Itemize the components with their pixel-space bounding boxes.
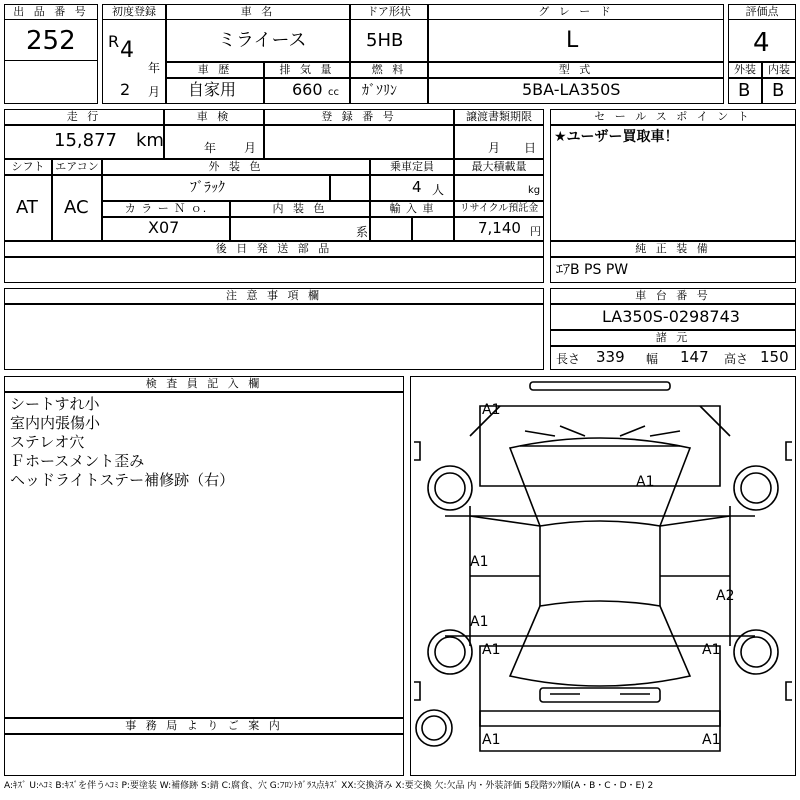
capacity-value: 4 xyxy=(412,178,422,196)
import-box-a xyxy=(370,217,412,241)
exterior-color-value: ﾌﾞﾗｯｸ xyxy=(190,180,225,196)
width-value: 147 xyxy=(680,348,709,366)
recycle-value: 7,140 xyxy=(478,219,521,237)
exterior-color-extra-box xyxy=(330,175,370,201)
damage-mark: A1 xyxy=(482,732,501,748)
recycle-unit: 円 xyxy=(530,225,541,238)
sales-point-header: セ ー ル ス ポ イ ン ト xyxy=(550,109,796,125)
fuel-value: ｶﾞｿﾘﾝ xyxy=(362,83,397,99)
recycle-header: リサイクル預託金 xyxy=(454,201,544,217)
interior-color-header: 内 装 色 xyxy=(230,201,370,217)
model-header: 型 式 xyxy=(428,62,724,78)
capacity-unit: 人 xyxy=(432,183,445,197)
inspector-notes-list xyxy=(10,395,234,490)
interior-color-box xyxy=(230,217,370,241)
import-box-b xyxy=(412,217,454,241)
max-load-unit: kg xyxy=(528,185,541,196)
history-header: 車 歴 xyxy=(166,62,264,78)
damage-mark: A2 xyxy=(716,588,735,604)
damage-mark: A1 xyxy=(482,642,501,658)
capacity-header: 乗車定員 xyxy=(370,159,454,175)
mileage-header: 走 行 xyxy=(4,109,164,125)
door-value: 5HB xyxy=(366,30,404,51)
damage-mark: A1 xyxy=(470,554,489,570)
registration-number-header: 登 録 番 号 xyxy=(264,109,454,125)
damage-mark: A1 xyxy=(702,732,721,748)
displacement-header: 排 気 量 xyxy=(264,62,350,78)
office-header: 事 務 局 よ り ご 案 内 xyxy=(4,718,404,734)
inspector-note: 室内内張傷小 xyxy=(10,414,101,432)
width-label: 幅 xyxy=(646,352,659,366)
mileage-unit: km xyxy=(136,130,164,151)
interior-grade-value: B xyxy=(772,80,785,101)
lot-number-blank xyxy=(4,60,98,104)
aircon-header: エアコン xyxy=(52,159,102,175)
lot-number-header: 出 品 番 号 xyxy=(4,4,98,20)
genuine-equipment-header: 純 正 装 備 xyxy=(550,241,796,257)
grade-header: グ レ ー ド xyxy=(428,4,724,20)
office-box xyxy=(4,734,404,776)
aircon-value: AC xyxy=(64,197,89,218)
damage-mark: A1 xyxy=(702,642,721,658)
score-value: 4 xyxy=(753,28,770,58)
later-parts-header: 後 日 発 送 部 品 xyxy=(4,241,544,257)
inspector-note: ステレオ穴 xyxy=(10,433,85,451)
mileage-value: 15,877 xyxy=(54,130,117,151)
exterior-grade-value: B xyxy=(738,80,751,101)
chassis-value: LA350S-0298743 xyxy=(602,307,740,326)
length-value: 339 xyxy=(596,348,625,366)
lot-number-value: 252 xyxy=(26,26,76,56)
car-name-value: ミライース xyxy=(218,30,307,51)
legend-footer: A:ｷｽﾞ U:ﾍｺﾐ B:ｷｽﾞを伴うﾍｺﾐ P:要塗装 W:補修跡 S:錆 C:腐食、穴 G:ﾌﾛﾝﾄｶﾞﾗｽ点ｷｽﾞ XX:交換済み X:要交換 欠:欠品 内・外装評価 5段階ﾗﾝｸ順(A・B・C・D・E) 2 xyxy=(4,781,654,791)
interior-grade-header: 内装 xyxy=(762,62,796,78)
door-header: ドア形状 xyxy=(350,4,428,20)
inspector-header: 検 査 員 記 入 欄 xyxy=(4,376,404,392)
interior-color-unit: 系 xyxy=(356,225,369,239)
registration-year: 4 xyxy=(120,38,134,63)
registration-month: 2 xyxy=(120,80,131,99)
inspection-header: 車 検 xyxy=(164,109,264,125)
history-value: 自家用 xyxy=(188,80,237,99)
exterior-color-header: 外 装 色 xyxy=(102,159,370,175)
height-value: 150 xyxy=(760,348,789,366)
damage-mark: A1 xyxy=(636,474,655,490)
score-header: 評価点 xyxy=(728,4,796,20)
transfer-day-unit: 日 xyxy=(524,141,537,155)
later-parts-box xyxy=(4,257,544,283)
fuel-header: 燃 料 xyxy=(350,62,428,78)
displacement-unit: cc xyxy=(328,87,339,98)
damage-marks xyxy=(470,402,734,748)
transfer-deadline-header: 譲渡書類期限 xyxy=(454,109,544,125)
era-letter: R xyxy=(108,32,120,51)
shift-value: AT xyxy=(16,197,38,218)
color-number-value: X07 xyxy=(148,218,180,237)
grade-value: L xyxy=(566,28,579,53)
import-header: 輸 入 車 xyxy=(370,201,454,217)
inspector-note: ヘッドライトステー補修跡（右） xyxy=(10,471,235,489)
notes-header: 注 意 事 項 欄 xyxy=(4,288,544,304)
year-unit: 年 xyxy=(148,61,161,75)
month-unit: 月 xyxy=(148,85,161,99)
genuine-equipment-value: ｴｱB PS PW xyxy=(556,262,629,278)
inspection-month-unit: 月 xyxy=(244,141,257,155)
registration-number-box xyxy=(264,125,454,159)
inspector-note: シートすれ小 xyxy=(10,395,100,413)
damage-mark: A1 xyxy=(470,614,489,630)
dimensions-header: 諸 元 xyxy=(550,330,796,346)
notes-box xyxy=(4,304,544,370)
exterior-grade-header: 外装 xyxy=(728,62,762,78)
model-value: 5BA-LA350S xyxy=(522,80,621,99)
shift-header: シフト xyxy=(4,159,52,175)
first-registration-header: 初度登録 xyxy=(102,4,166,20)
damage-mark: A1 xyxy=(482,402,501,418)
height-label: 高さ xyxy=(724,352,749,366)
inspector-note: Ｆホースメント歪み xyxy=(10,452,145,470)
displacement-value: 660 xyxy=(292,80,323,99)
max-load-header: 最大積載量 xyxy=(454,159,544,175)
chassis-header: 車 台 番 号 xyxy=(550,288,796,304)
length-label: 長さ xyxy=(556,352,581,366)
color-number-header: カ ラ ー Ｎ ｏ. xyxy=(102,201,230,217)
car-diagram xyxy=(410,376,796,776)
inspection-year-unit: 年 xyxy=(204,141,217,155)
sales-point-value: ★ユーザー買取車！ xyxy=(554,129,679,145)
car-name-header: 車 名 xyxy=(166,4,350,20)
transfer-month-unit: 月 xyxy=(488,141,501,155)
